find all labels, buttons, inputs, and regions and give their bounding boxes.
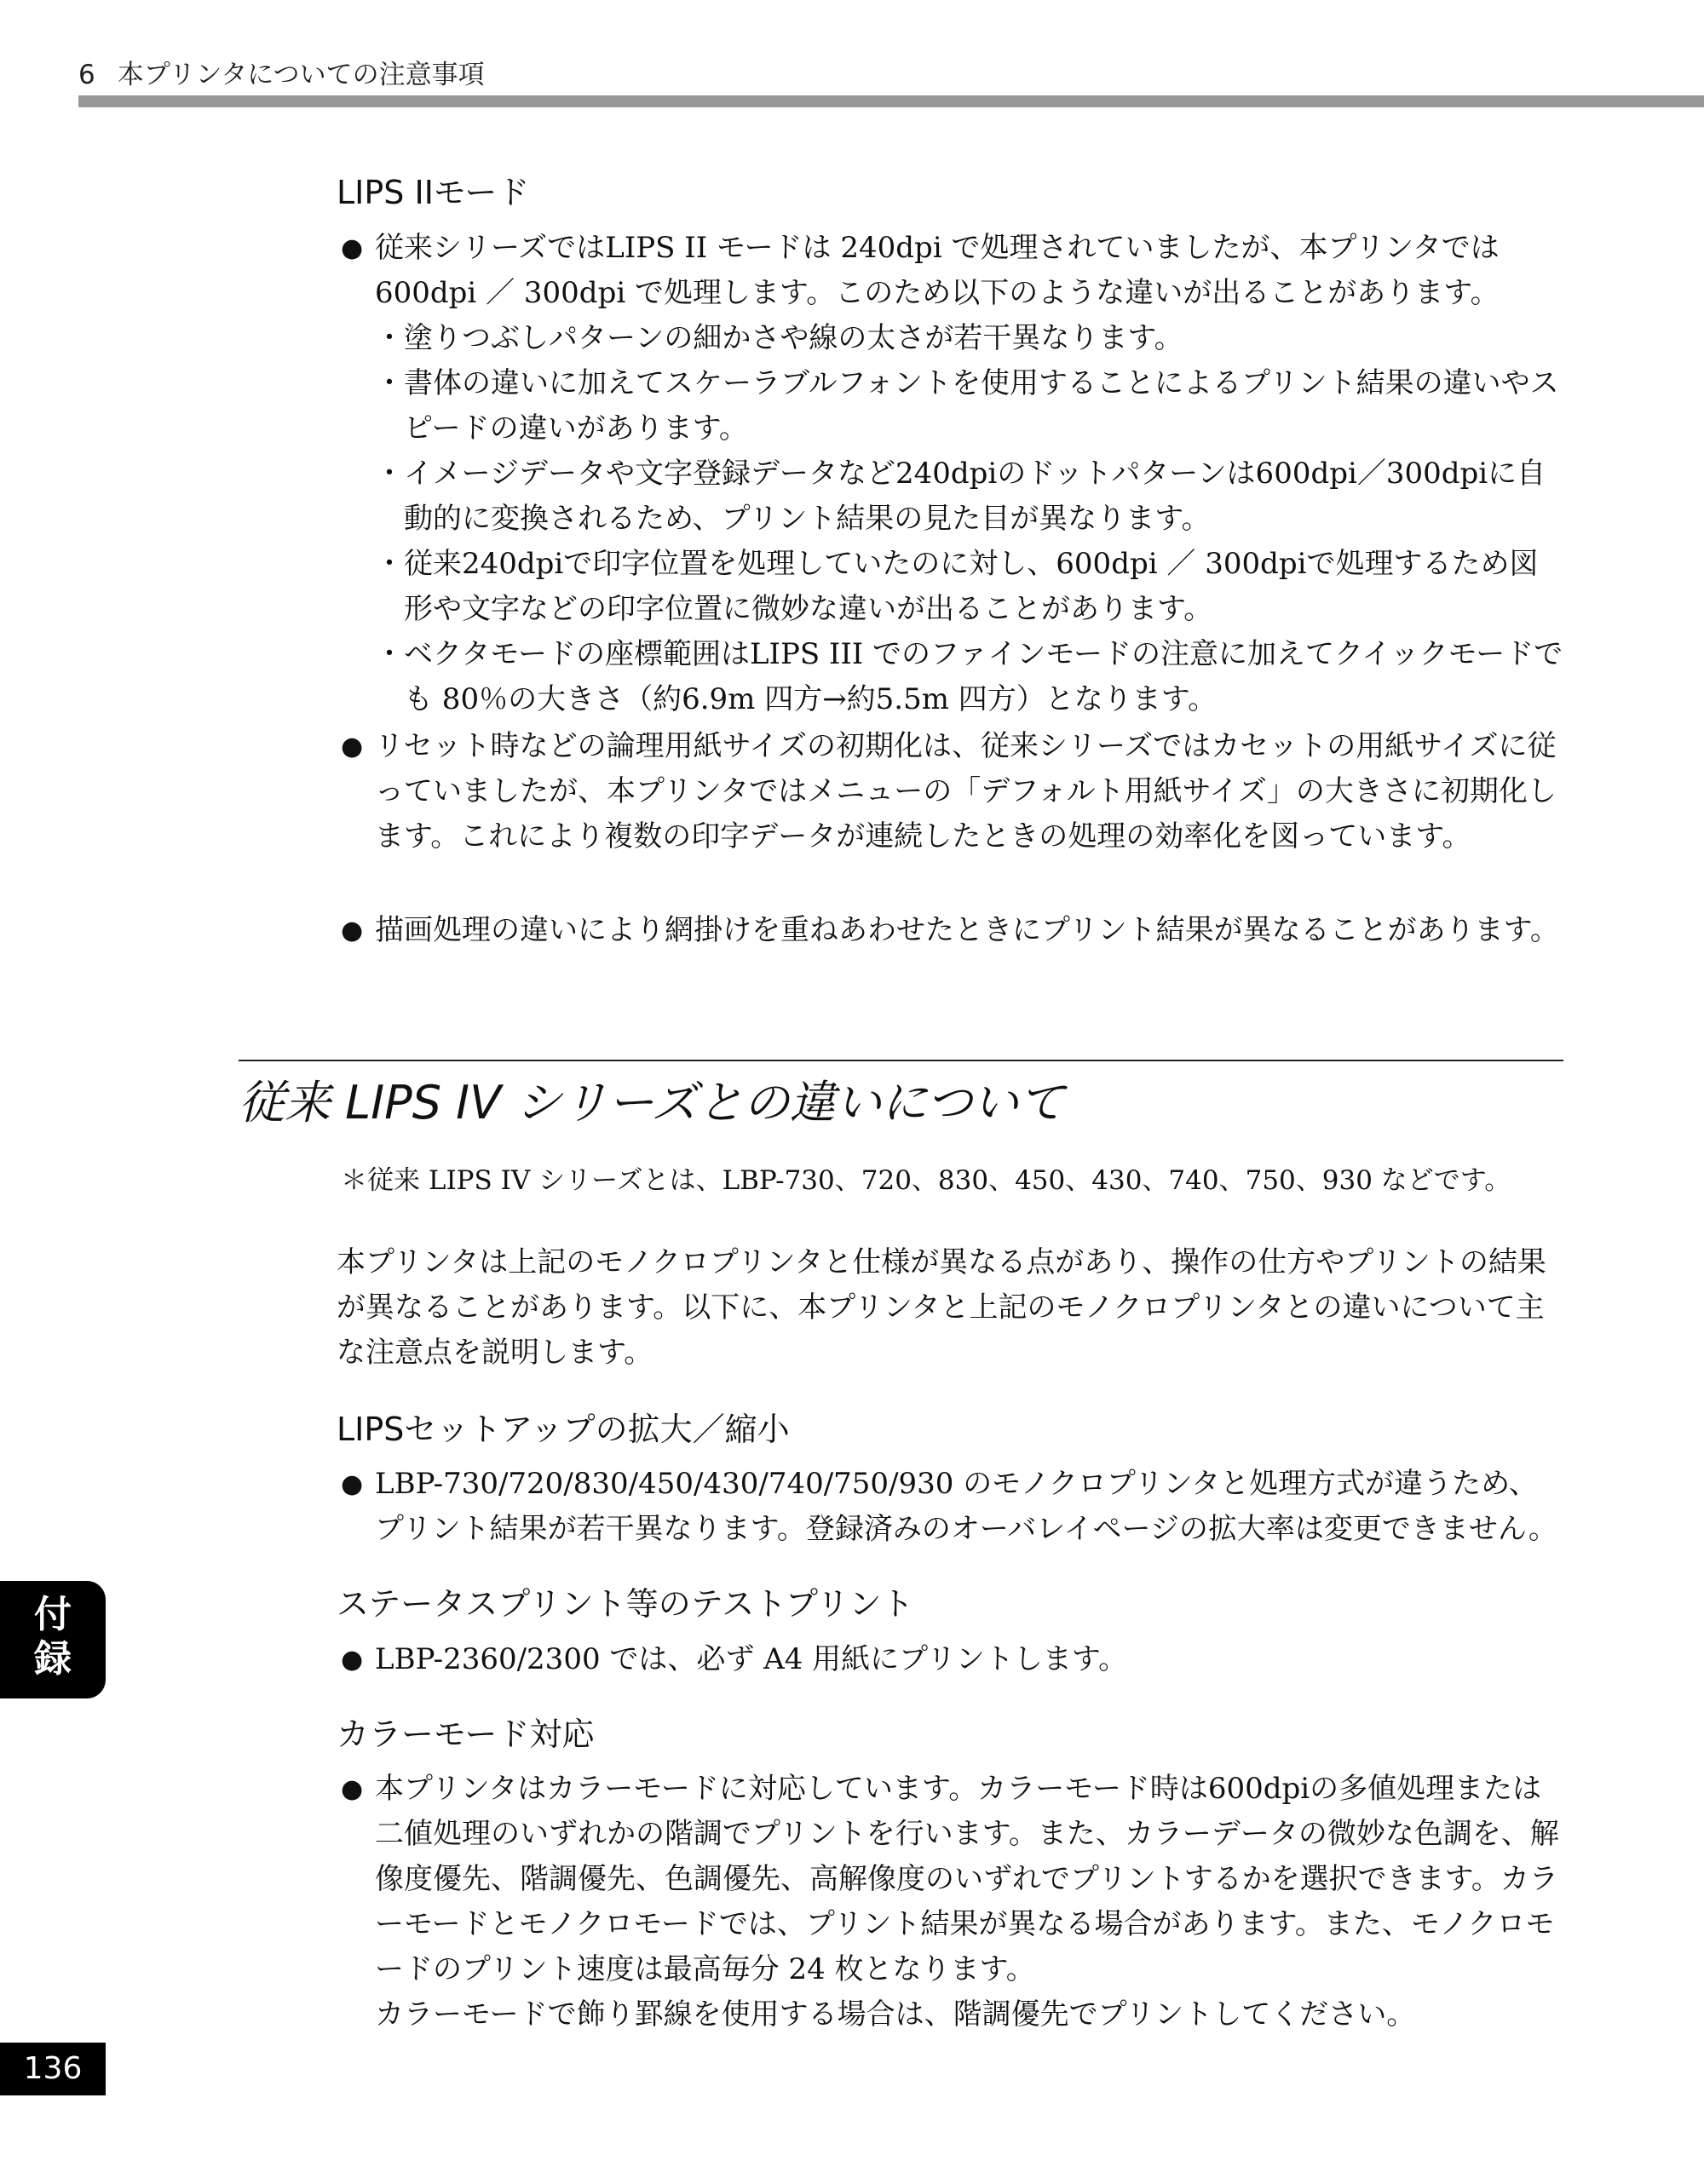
lips2-subitem-5: ・ベクタモードの座標範囲はLIPS III でのファインモードの注意に加えてクイックモードでも 80％の大きさ（約6.9m 四方→約5.5m 四方）となります。: [375, 637, 1563, 716]
header-rule: [78, 95, 1704, 107]
bullet-icon: ●: [341, 916, 364, 945]
lips2-heading: LIPS IIモード: [337, 174, 530, 211]
color-bullet-extra: カラーモードで飾り罫線を使用する場合は、階調優先でプリントしてください。: [375, 1997, 1416, 2032]
status-heading: ステータスプリント等のテストプリント: [337, 1585, 914, 1623]
lips2-bullet-2: [341, 724, 1563, 859]
color-bullet: [341, 1767, 1563, 1992]
status-bullet: [341, 1637, 1563, 1682]
lips2-subitem-1: ・塗りつぶしパターンの細かさや線の太さが若干異なります。: [375, 321, 1183, 355]
lips2-bullet-1: [341, 226, 1563, 316]
bullet-icon: ●: [341, 1469, 364, 1499]
section-intro: 本プリンタは上記のモノクロプリンタと仕様が異なる点があり、操作の仕方やプリントの結果が異なることがあります。以下に、本プリンタと上記のモノクロプリンタとの違いについて主な注意点を説明します。: [337, 1245, 1546, 1370]
chapter-title: 本プリンタについての注意事項: [117, 60, 485, 90]
lips2-subitem-2: ・書体の違いに加えてスケーラブルフォントを使用することによるプリント結果の違いやスピードの違いがあります。: [375, 366, 1559, 445]
bullet-icon: ●: [341, 1645, 364, 1675]
bullet-text: 本プリンタはカラーモードに対応しています。カラーモード時は600dpiの多値処理または二値処理のいずれかの階調でプリントを行います。また、カラーデータの微妙な色調を、解像度優先、階調優先、色調優先、高解像度のいずれでプリントするかを選択できます。カラーモードとモノクロモードでは、プリント結果が異なる場合があります。また、モノクロモードのプリント速度は最高毎分 24 枚となります。: [375, 1772, 1559, 1986]
section-title: 従来 LIPS IV シリーズとの違いについて: [239, 1076, 1065, 1129]
bullet-icon: ●: [341, 732, 364, 762]
lips2-bullet-3: [341, 908, 1563, 953]
section-note: ＊従来 LIPS IV シリーズとは、LBP-730、720、830、450、430、740、750、930 などです。: [341, 1165, 1511, 1196]
bullet-icon: ●: [341, 1774, 364, 1804]
appendix-side-tab: [0, 1581, 106, 1698]
chapter-number: 6: [78, 60, 95, 90]
section-rule: [239, 1060, 1563, 1061]
color-heading: カラーモード対応: [337, 1716, 595, 1753]
bullet-icon: ●: [341, 233, 364, 263]
setup-heading: LIPSセットアップの拡大／縮小: [337, 1411, 790, 1448]
bullet-text: 描画処理の違いにより網掛けを重ねあわせたときにプリント結果が異なることがあります。: [375, 913, 1559, 947]
bullet-text: LBP-730/720/830/450/430/740/750/930 のモノクロプリンタと処理方式が違うため、プリント結果が若干異なります。登録済みのオーバレイページの拡大率は変更できません。: [375, 1467, 1557, 1546]
bullet-text: LBP-2360/2300 では、必ず A4 用紙にプリントします。: [375, 1642, 1128, 1676]
setup-bullet: [341, 1462, 1563, 1552]
lips2-subitem-4: ・従来240dpiで印字位置を処理していたのに対し、600dpi ／ 300dpiで処理するため図形や文字などの印字位置に微妙な違いが出ることがあります。: [375, 547, 1539, 626]
lips2-subitem-3: ・イメージデータや文字登録データなど240dpiのドットパターンは600dpi／300dpiに自動的に変換されるため、プリント結果の見た目が異なります。: [375, 457, 1546, 536]
running-header: [78, 53, 485, 91]
bullet-text: 従来シリーズではLIPS II モードは 240dpi で処理されていましたが、本プリンタでは600dpi ／ 300dpi で処理します。このため以下のような違いが出ることがあります。: [375, 231, 1500, 310]
side-tab-line-2: 録: [34, 1637, 72, 1681]
side-tab-line-1: 付: [34, 1593, 72, 1636]
page-number: 136: [0, 2043, 106, 2095]
bullet-text: リセット時などの論理用紙サイズの初期化は、従来シリーズではカセットの用紙サイズに従っていましたが、本プリンタではメニューの「デフォルト用紙サイズ」の大きさに初期化します。これにより複数の印字データが連続したときの処理の効率化を図っています。: [375, 729, 1557, 853]
